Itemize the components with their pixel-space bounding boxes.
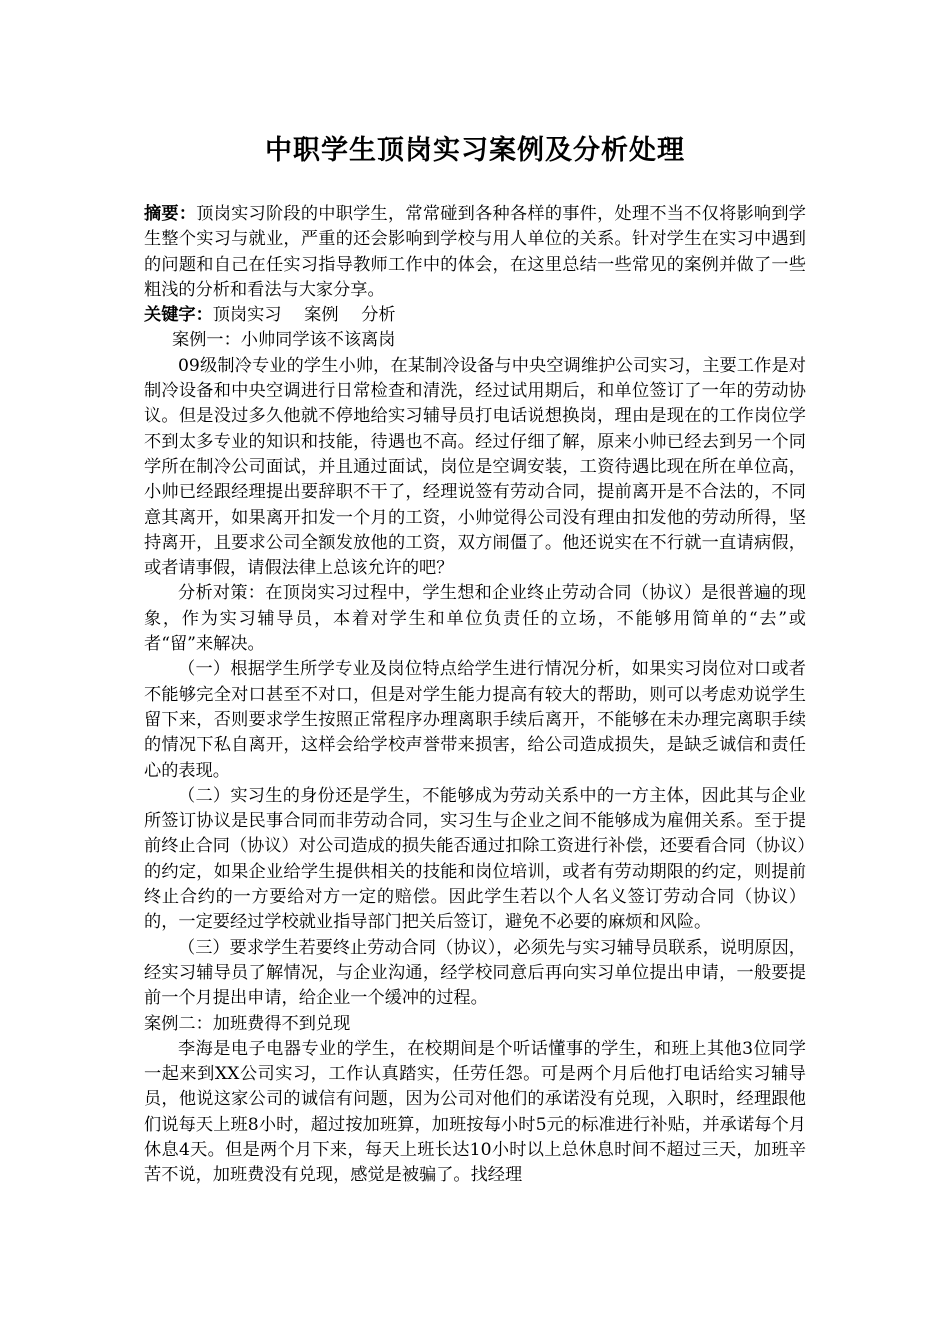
case1-heading: 案例一：小帅同学该不该离岗	[172, 330, 396, 351]
point-two-paragraph: （二）实习生的身份还是学生，不能够成为劳动关系中的一方主体，因此其与企业所签订协议是民事合同而非劳动合同，实习生与企业之间不能够成为雇佣关系。至于提前终止合同（协议）对公司造成的损失能否通过扣除工资进行补偿，还要看合同（协议）的约定，如果企业给学生提供相关的技能和岗位培训，或者有劳动期限的约定，则提前终止合约的一方要给对方一定的赔偿。因此学生若以个人名义签订劳动合同（协议）的，一定要经过学校就业指导部门把关后签订，避免不必要的麻烦和风险。	[144, 785, 806, 933]
document-body	[144, 202, 806, 1189]
keywords-paragraph	[144, 303, 806, 328]
keywords-label: 关键字：	[144, 305, 213, 326]
point-three-paragraph: （三）要求学生若要终止劳动合同（协议），必须先与实习辅导员联系，说明原因，经实习辅导员了解情况，与企业沟通，经学校同意后再向实习单位提出申请，一般要提前一个月提出申请，给企业一个缓冲的过程。	[144, 937, 806, 1009]
case2-heading: 案例二：加班费得不到兑现	[144, 1013, 351, 1034]
point-one-paragraph: （一）根据学生所学专业及岗位特点给学生进行情况分析，如果实习岗位对口或者不能够完全对口甚至不对口，但是对学生能力提高有较大的帮助，则可以考虑劝说学生留下来，否则要求学生按照正常程序办理离职手续后离开，不能够在未办理完离职手续的情况下私自离开，这样会给学校声誉带来损害，给公司造成损失，是缺乏诚信和责任心的表现。	[144, 659, 806, 781]
document-title: 中职学生顶岗实习案例及分析处理	[265, 135, 685, 166]
analysis-paragraph: 分析对策：在顶岗实习过程中，学生想和企业终止劳动合同（协议）是很普遍的现象，作为实习辅导员，本着对学生和单位负责任的立场，不能够用简单的“去”或者“留”来解决。	[144, 583, 806, 655]
case2-paragraph: 李海是电子电器专业的学生，在校期间是个听话懂事的学生，和班上其他3位同学一起来到XX公司实习，工作认真踏实，任劳任怨。可是两个月后他打电话给实习辅导员，他说这家公司的诚信有问题，因为公司对他们的承诺没有兑现，入职时，经理跟他们说每天上班8小时，超过按加班算，加班按每小时5元的标准进行补贴，并承诺每个月休息4天。但是两个月下来，每天上班长达10小时以上总休息时间不超过三天，加班辛苦不说，加班费没有兑现，感觉是被骗了。找经理	[144, 1038, 806, 1186]
abstract-text: 顶岗实习阶段的中职学生，常常碰到各种各样的事件，处理不当不仅将影响到学生整个实习与就业，严重的还会影响到学校与用人单位的关系。针对学生在实习中遇到的问题和自己在任实习指导教师工作中的体会，在这里总结一些常见的案例并做了一些粗浅的分析和看法与大家分享。	[144, 204, 806, 300]
case1-paragraph: 09级制冷专业的学生小帅，在某制冷设备与中央空调维护公司实习，主要工作是对制冷设备和中央空调进行日常检查和清洗，经过试用期后，和单位签订了一年的劳动协议。但是没过多久他就不停地给实习辅导员打电话说想换岗，理由是现在的工作岗位学不到太多专业的知识和技能，待遇也不高。经过仔细了解，原来小帅已经去到另一个同学所在制冷公司面试，并且通过面试，岗位是空调安装，工资待遇比现在所在单位高，小帅已经跟经理提出要辞职不干了，经理说签有劳动合同，提前离开是不合法的，不同意其离开，如果离开扣发一个月的工资，小帅觉得公司没有理由扣发他的劳动所得，坚持离开，且要求公司全额发放他的工资，双方闹僵了。他还说实在不行就一直请病假，或者请事假，请假法律上总该允许的吧？	[144, 355, 806, 579]
keywords-text: 顶岗实习 案例 分析	[212, 305, 396, 326]
abstract-label: 摘要：	[144, 204, 197, 224]
abstract-paragraph	[144, 202, 806, 303]
